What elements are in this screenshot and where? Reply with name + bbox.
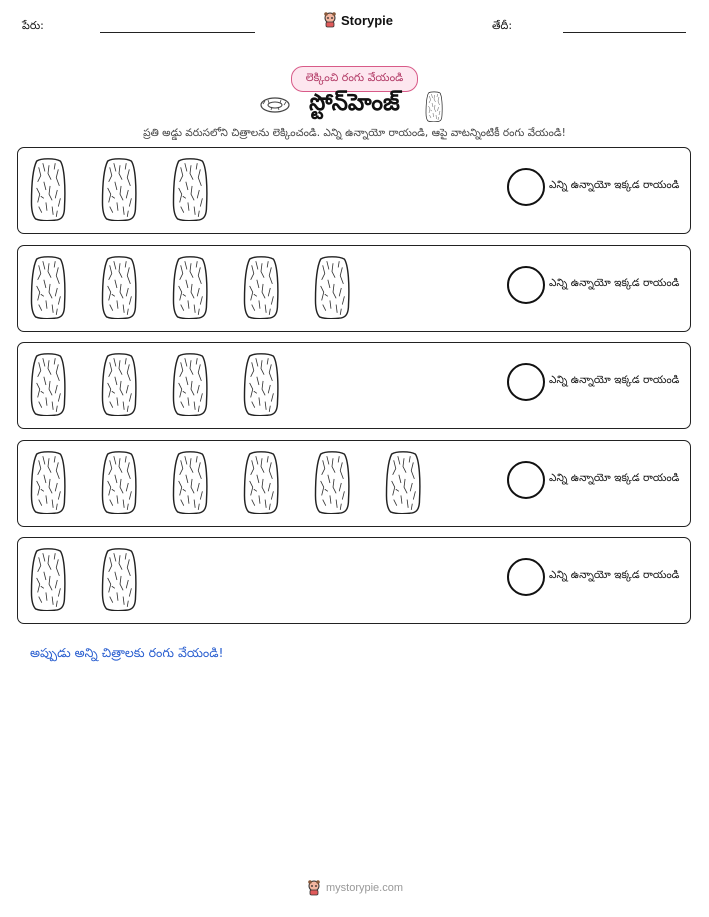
answer-label: ఎన్ని ఉన్నాయో ఇక్కడ రాయండి xyxy=(549,471,680,484)
standing-stone-icon[interactable] xyxy=(243,352,279,416)
standing-stone-icon[interactable] xyxy=(172,450,208,514)
standing-stone-icon[interactable] xyxy=(101,352,137,416)
standing-stone-icon[interactable] xyxy=(30,157,66,221)
answer-label: ఎన్ని ఉన్నాయో ఇక్కడ రాయండి xyxy=(549,276,680,289)
storypie-mascot-icon xyxy=(323,12,337,28)
answer-label: ఎన్ని ఉన్నాయో ఇక్కడ రాయండి xyxy=(549,569,680,581)
counting-row xyxy=(17,342,691,429)
answer-circle[interactable] xyxy=(507,461,545,499)
standing-stone-icon[interactable] xyxy=(30,450,66,514)
standing-stone-icon[interactable] xyxy=(243,450,279,514)
name-line[interactable] xyxy=(100,32,255,33)
standing-stone-icon[interactable] xyxy=(101,450,137,514)
site-url: mystorypie.com xyxy=(326,882,404,894)
counting-row xyxy=(17,245,691,332)
name-label: పేరు: xyxy=(22,19,44,32)
answer-circle[interactable] xyxy=(507,168,545,206)
brand-logo xyxy=(323,12,393,28)
standing-stone-icon[interactable] xyxy=(385,450,421,514)
answer-circle[interactable] xyxy=(507,266,545,304)
standing-stone-icon[interactable] xyxy=(30,547,66,611)
page-title: స్టోన్‌హెంజ్ xyxy=(309,90,400,116)
standing-stone-icon[interactable] xyxy=(314,255,350,319)
footer-note: అప్పుడు అన్ని చిత్రాలకు రంగు వేయండి! xyxy=(30,645,224,660)
brand-name: Storypie xyxy=(341,12,394,28)
instructions: ప్రతి అడ్డు వరుసలోని చిత్రాలను లెక్కించండి. ఎన్ని ఉన్నాయో రాయండి, ఆపై వాటన్నింటికీ రంగు వేయండి! xyxy=(143,127,566,139)
activity-badge: లెక్కించి రంగు వేయండి xyxy=(291,66,418,92)
date-label: తేదీ: xyxy=(492,19,513,32)
storypie-mascot-icon xyxy=(307,880,321,896)
date-line[interactable] xyxy=(563,32,686,33)
standing-stone-icon[interactable] xyxy=(30,352,66,416)
standing-stone-icon xyxy=(424,91,444,122)
answer-circle[interactable] xyxy=(507,558,545,596)
answer-label: ఎన్ని ఉన్నాయో ఇక్కడ రాయండి xyxy=(549,179,680,191)
answer-label: ఎన్ని ఉన్నాయో ఇక్కడ రాయండి xyxy=(549,374,680,386)
counting-row xyxy=(17,147,691,234)
standing-stone-icon[interactable] xyxy=(30,255,66,319)
standing-stone-icon[interactable] xyxy=(101,157,137,221)
standing-stone-icon[interactable] xyxy=(314,450,350,514)
standing-stone-icon[interactable] xyxy=(101,547,137,611)
counting-row xyxy=(17,537,691,624)
standing-stone-icon[interactable] xyxy=(101,255,137,319)
counting-row xyxy=(17,440,691,527)
site-footer xyxy=(307,880,403,896)
standing-stone-icon[interactable] xyxy=(172,255,208,319)
standing-stone-icon[interactable] xyxy=(172,352,208,416)
standing-stone-icon[interactable] xyxy=(243,255,279,319)
answer-circle[interactable] xyxy=(507,363,545,401)
standing-stone-icon[interactable] xyxy=(172,157,208,221)
